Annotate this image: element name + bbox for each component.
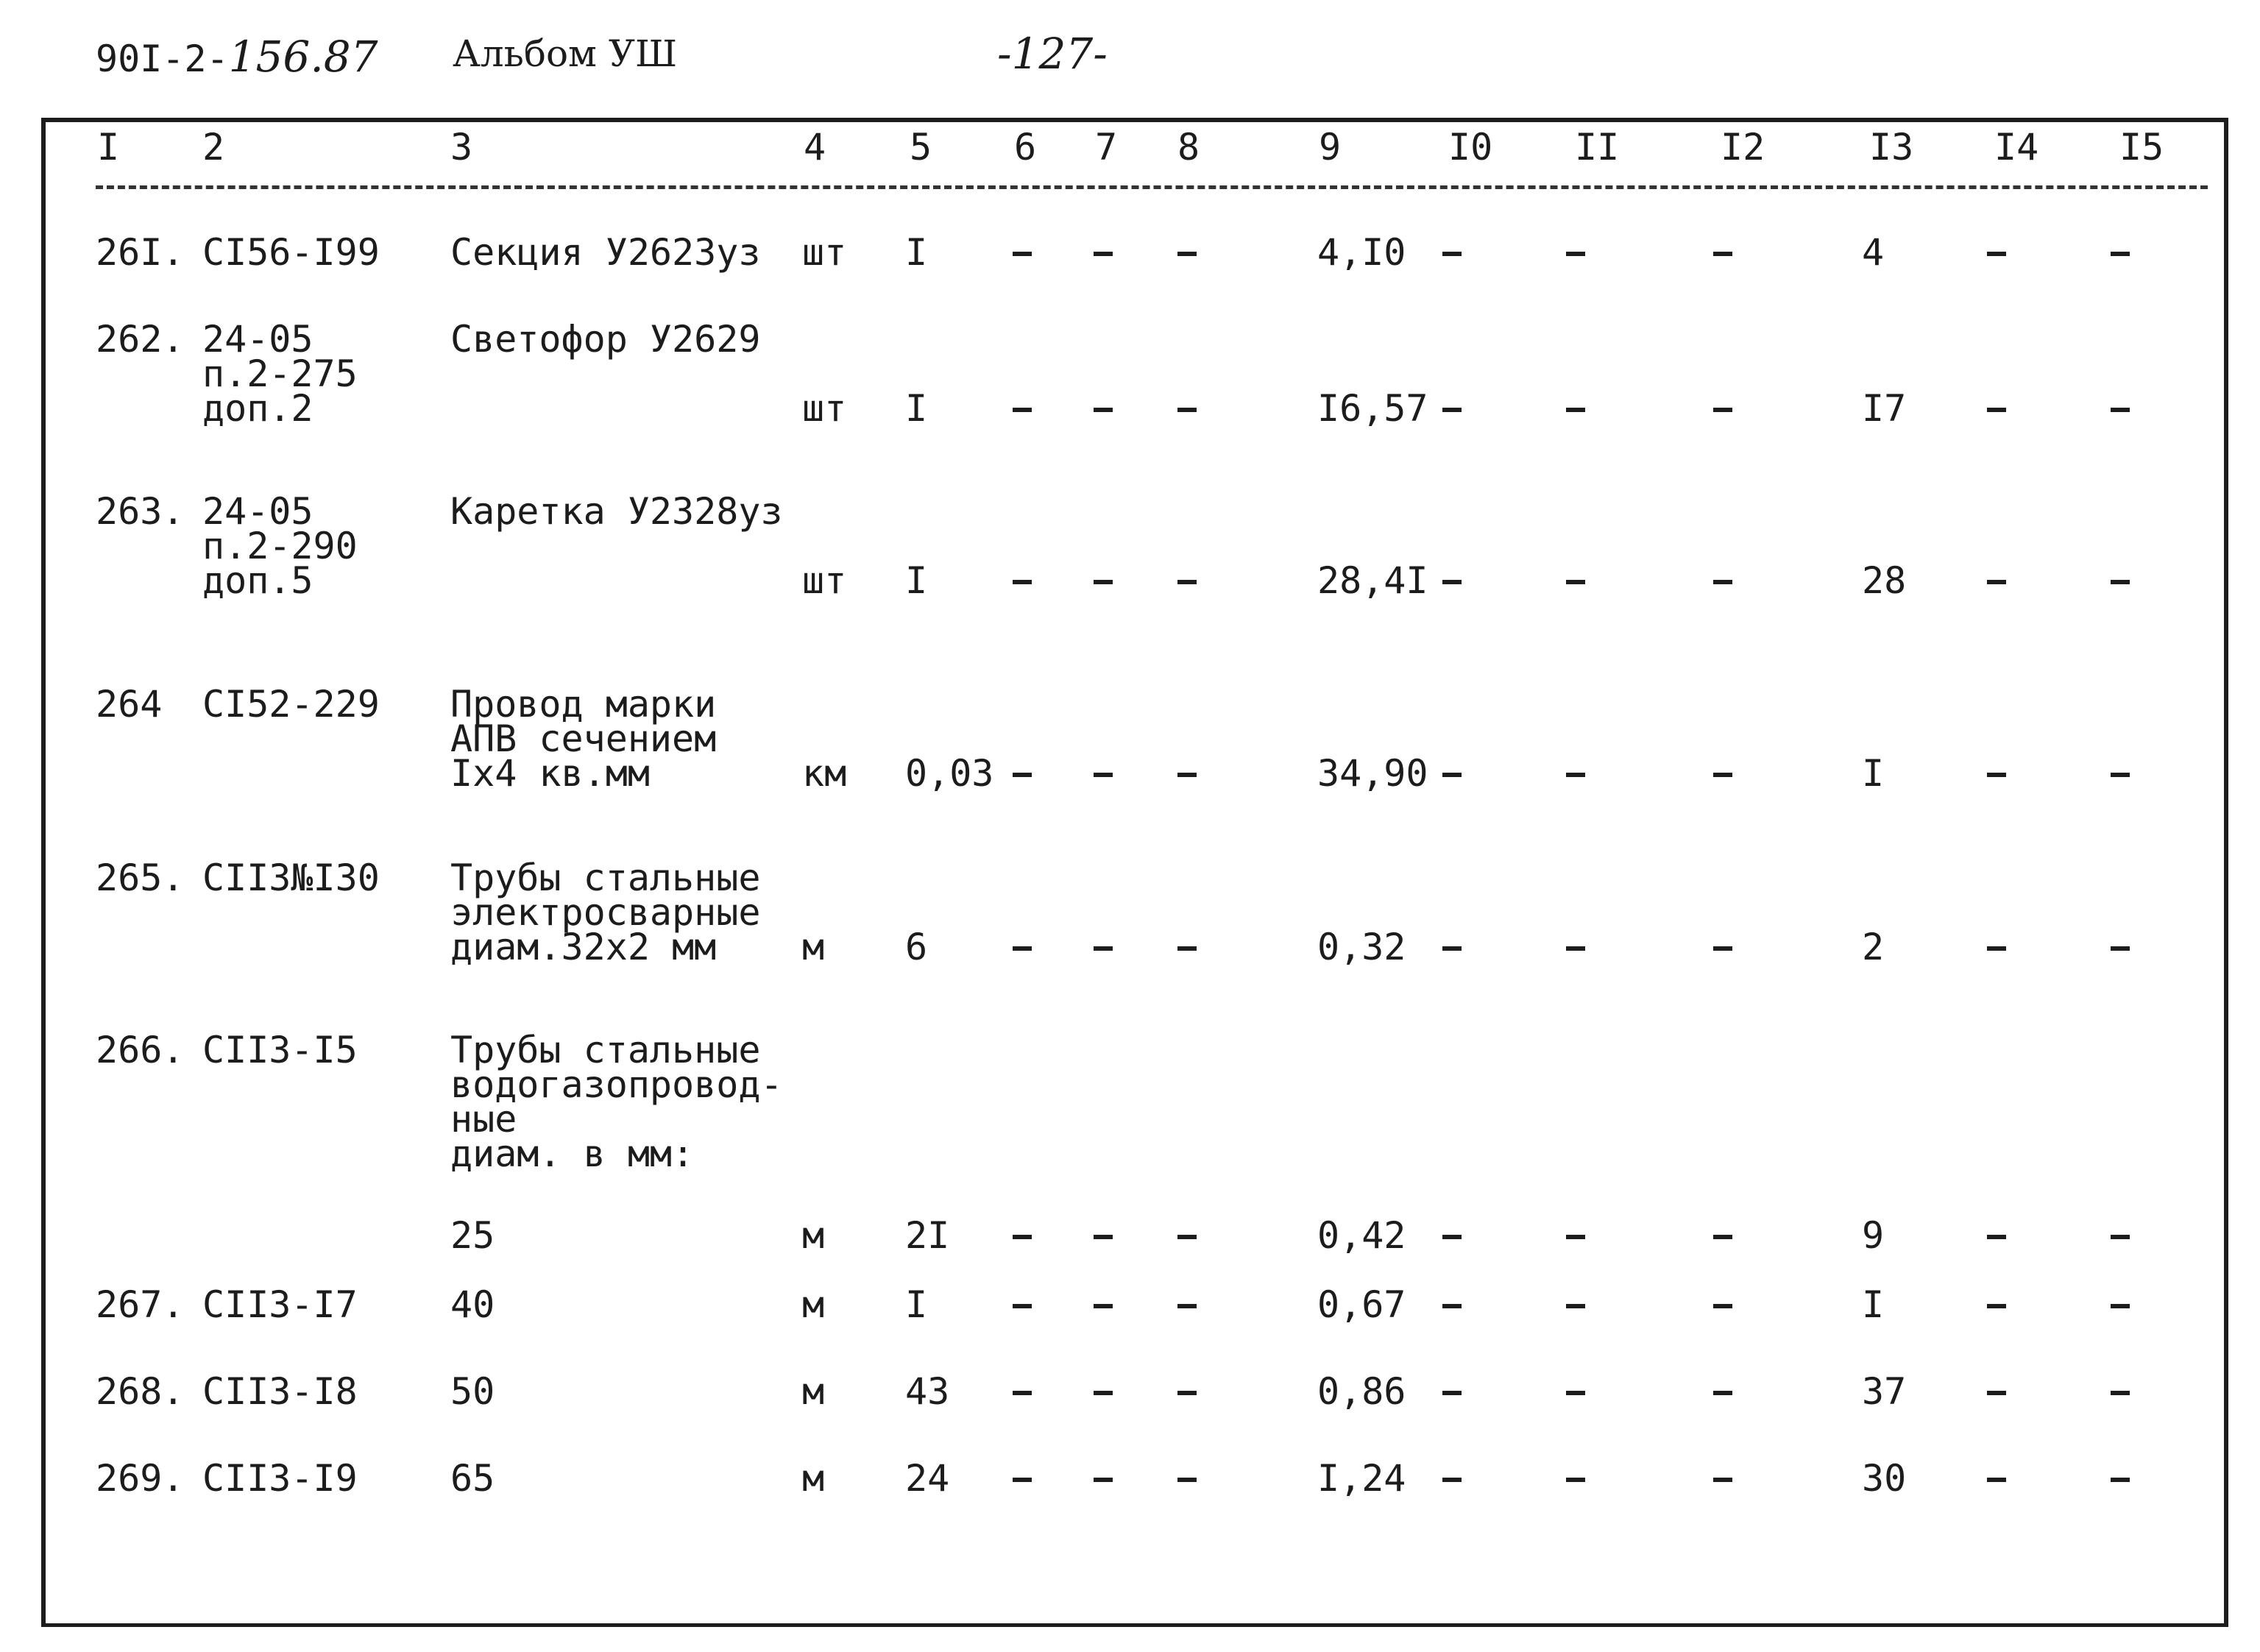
dash-mark <box>1713 252 1732 256</box>
dash-mark <box>1713 1304 1732 1308</box>
row-col13: 4 <box>1862 231 1885 274</box>
row-price: 0,32 <box>1317 926 1406 968</box>
dash-mark <box>2111 1235 2130 1239</box>
row-code: доп.5 <box>202 559 314 602</box>
row-name: АПВ сечением <box>450 717 717 760</box>
dash-mark <box>1713 408 1732 412</box>
row-number: 267. <box>96 1283 185 1326</box>
row-number: 26I. <box>96 231 185 274</box>
row-price: 0,86 <box>1317 1370 1406 1413</box>
row-name: Светофор У2629 <box>450 318 761 361</box>
dash-mark <box>1177 1391 1197 1395</box>
row-price: 0,67 <box>1317 1283 1406 1326</box>
row-number: 266. <box>96 1029 185 1071</box>
row-code: п.2-275 <box>202 352 358 395</box>
dash-mark <box>1094 773 1113 777</box>
row-number: 262. <box>96 318 185 361</box>
row-code: 24-05 <box>202 490 314 533</box>
row-name: водогазопровод- <box>450 1063 783 1106</box>
row-unit: м <box>802 1370 825 1413</box>
row-qty: 6 <box>905 926 928 968</box>
dash-mark <box>1713 1478 1732 1482</box>
dash-mark <box>1987 408 2006 412</box>
column-header: I2 <box>1721 126 1765 169</box>
row-code: CII3-I9 <box>202 1457 358 1500</box>
dash-mark <box>1566 1304 1585 1308</box>
row-name: 50 <box>450 1370 495 1413</box>
row-name: Каретка У2328уз <box>450 490 783 533</box>
row-unit: м <box>802 1214 825 1257</box>
row-name: Трубы стальные <box>450 1029 761 1071</box>
dash-mark <box>1713 1235 1732 1239</box>
row-qty: 24 <box>905 1457 950 1500</box>
doc-number: 156.87 <box>228 32 378 82</box>
dash-mark <box>2111 1478 2130 1482</box>
row-code: 24-05 <box>202 318 314 361</box>
dash-mark <box>1442 1304 1462 1308</box>
dash-mark <box>2111 408 2130 412</box>
row-name: 40 <box>450 1283 495 1326</box>
dash-mark <box>1987 946 2006 951</box>
column-header: 3 <box>450 126 473 169</box>
row-price: I,24 <box>1317 1457 1406 1500</box>
dash-mark <box>2111 773 2130 777</box>
dash-mark <box>1094 1235 1113 1239</box>
dash-mark <box>1442 1235 1462 1239</box>
dash-mark <box>1094 252 1113 256</box>
dash-mark <box>1566 408 1585 412</box>
row-code: доп.2 <box>202 387 314 430</box>
dash-mark <box>1442 252 1462 256</box>
dash-mark <box>1013 1235 1032 1239</box>
dash-mark <box>2111 1391 2130 1395</box>
row-code: CI56-I99 <box>202 231 380 274</box>
dash-mark <box>1566 773 1585 777</box>
row-name: Iх4 кв.мм <box>450 752 650 795</box>
row-unit: м <box>802 1457 825 1500</box>
row-unit: м <box>802 1283 825 1326</box>
dash-mark <box>1987 252 2006 256</box>
row-name: Трубы стальные <box>450 857 761 899</box>
dash-mark <box>1566 1478 1585 1482</box>
row-price: 0,42 <box>1317 1214 1406 1257</box>
dash-mark <box>1013 1304 1032 1308</box>
row-qty: 0,03 <box>905 752 994 795</box>
dash-mark <box>1442 408 1462 412</box>
row-qty: I <box>905 387 928 430</box>
dash-mark <box>2111 252 2130 256</box>
dash-mark <box>1013 946 1032 951</box>
row-col13: I <box>1862 752 1885 795</box>
column-header: 2 <box>202 126 225 169</box>
dash-mark <box>1177 773 1197 777</box>
dash-mark <box>1713 580 1732 584</box>
dash-mark <box>1566 1235 1585 1239</box>
column-header: I4 <box>1994 126 2039 169</box>
row-number: 263. <box>96 490 185 533</box>
column-header: 9 <box>1319 126 1342 169</box>
row-number: 264 <box>96 683 163 726</box>
row-name: Провод марки <box>450 683 717 726</box>
row-code: CII3-I8 <box>202 1370 358 1413</box>
row-name: диам. в мм: <box>450 1132 695 1175</box>
dash-mark <box>2111 580 2130 584</box>
album-label: Альбом УШ <box>453 32 678 75</box>
row-col13: 9 <box>1862 1214 1885 1257</box>
dash-mark <box>1713 1391 1732 1395</box>
dash-mark <box>1094 1304 1113 1308</box>
row-col13: I7 <box>1862 387 1907 430</box>
row-col13: 28 <box>1862 559 1907 602</box>
row-price: 4,I0 <box>1317 231 1406 274</box>
row-name: электросварные <box>450 891 761 934</box>
dash-mark <box>1987 1304 2006 1308</box>
dash-mark <box>1177 1478 1197 1482</box>
dash-mark <box>1987 773 2006 777</box>
dash-mark <box>1566 580 1585 584</box>
row-code: CII3-I7 <box>202 1283 358 1326</box>
dash-mark <box>1442 1391 1462 1395</box>
dash-mark <box>2111 1304 2130 1308</box>
row-name: 65 <box>450 1457 495 1500</box>
dash-mark <box>1566 1391 1585 1395</box>
dash-mark <box>1013 773 1032 777</box>
dash-mark <box>1013 1478 1032 1482</box>
dash-mark <box>1013 580 1032 584</box>
row-name: диам.32х2 мм <box>450 926 717 968</box>
doc-code <box>96 32 378 82</box>
dash-mark <box>1177 580 1197 584</box>
row-unit: шт <box>802 559 847 602</box>
dash-mark <box>1442 773 1462 777</box>
row-number: 268. <box>96 1370 185 1413</box>
column-header: 4 <box>804 126 826 169</box>
dash-mark <box>1442 946 1462 951</box>
dash-mark <box>2111 946 2130 951</box>
column-header: I5 <box>2119 126 2164 169</box>
dash-mark <box>1987 1235 2006 1239</box>
dash-mark <box>1566 946 1585 951</box>
row-col13: I <box>1862 1283 1885 1326</box>
dash-mark <box>1094 580 1113 584</box>
row-qty: I <box>905 559 928 602</box>
row-number: 265. <box>96 857 185 899</box>
row-price: 34,90 <box>1317 752 1428 795</box>
dash-mark <box>1094 408 1113 412</box>
column-header: 6 <box>1014 126 1037 169</box>
row-col13: 37 <box>1862 1370 1907 1413</box>
dash-mark <box>1013 1391 1032 1395</box>
dash-mark <box>1442 1478 1462 1482</box>
dash-mark <box>1987 580 2006 584</box>
row-price: I6,57 <box>1317 387 1428 430</box>
dash-mark <box>1013 408 1032 412</box>
dash-mark <box>1713 946 1732 951</box>
dash-mark <box>1987 1478 2006 1482</box>
column-header: 5 <box>910 126 932 169</box>
row-unit: шт <box>802 387 847 430</box>
dash-mark <box>1442 580 1462 584</box>
doc-code-prefix: 90I-2- <box>96 38 229 80</box>
dash-mark <box>1177 408 1197 412</box>
column-header: I <box>97 126 120 169</box>
row-price: 28,4I <box>1317 559 1428 602</box>
row-col13: 30 <box>1862 1457 1907 1500</box>
row-code: CII3-I5 <box>202 1029 358 1071</box>
column-header: II <box>1575 126 1620 169</box>
dash-mark <box>1713 773 1732 777</box>
dash-mark <box>1177 252 1197 256</box>
row-qty: 2I <box>905 1214 950 1257</box>
row-name: Секция У2623уз <box>450 231 761 274</box>
dash-mark <box>1177 1235 1197 1239</box>
dash-mark <box>1094 1478 1113 1482</box>
row-number: 269. <box>96 1457 185 1500</box>
row-unit: шт <box>802 231 847 274</box>
header-divider <box>96 185 2208 189</box>
row-unit: м <box>802 926 825 968</box>
dash-mark <box>1177 946 1197 951</box>
column-header: I0 <box>1448 126 1493 169</box>
row-code: CII3№I30 <box>202 857 380 899</box>
dash-mark <box>1177 1304 1197 1308</box>
row-qty: I <box>905 1283 928 1326</box>
row-name: ные <box>450 1098 517 1141</box>
row-unit: км <box>802 752 847 795</box>
dash-mark <box>1094 1391 1113 1395</box>
row-code: п.2-290 <box>202 525 358 567</box>
row-qty: I <box>905 231 928 274</box>
row-name: 25 <box>450 1214 495 1257</box>
row-col13: 2 <box>1862 926 1885 968</box>
column-header: 8 <box>1177 126 1200 169</box>
dash-mark <box>1566 252 1585 256</box>
column-header: 7 <box>1095 126 1118 169</box>
column-header: I3 <box>1869 126 1914 169</box>
dash-mark <box>1013 252 1032 256</box>
row-qty: 43 <box>905 1370 950 1413</box>
row-code: CI52-229 <box>202 683 380 726</box>
dash-mark <box>1094 946 1113 951</box>
page-number: -127- <box>997 29 1108 79</box>
dash-mark <box>1987 1391 2006 1395</box>
